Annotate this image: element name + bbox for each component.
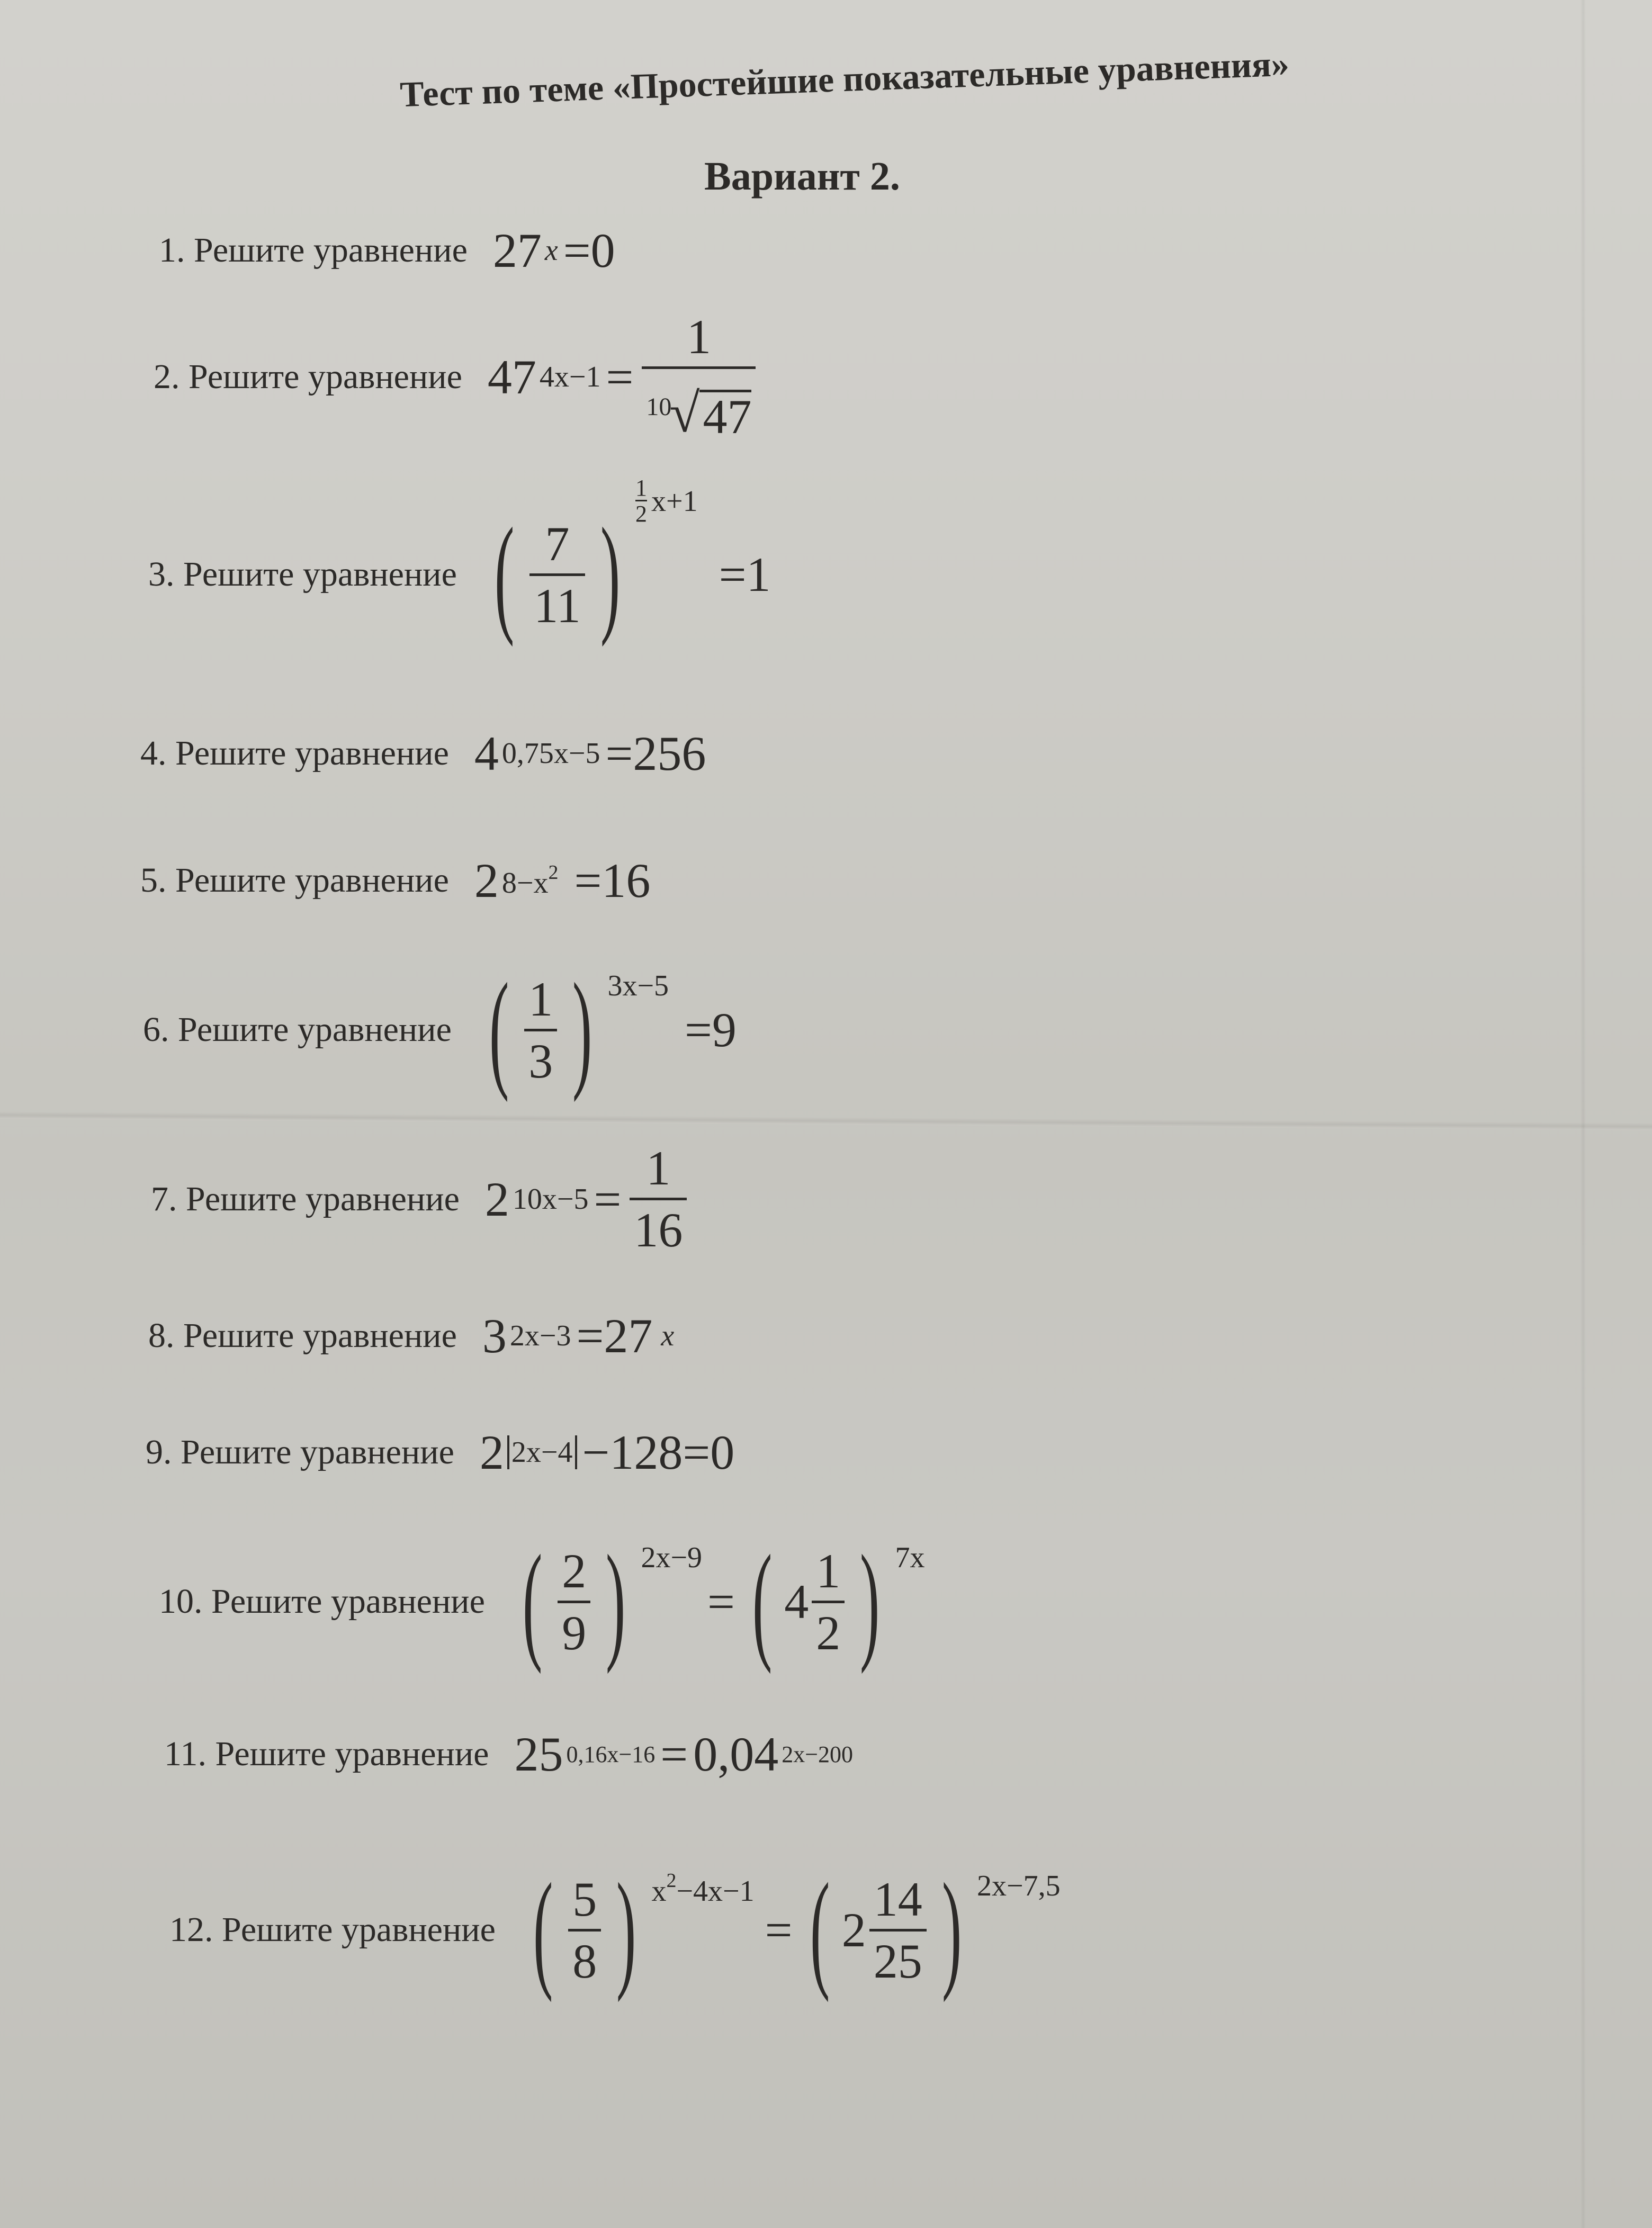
task-3 <box>148 475 776 648</box>
numerator: 14 <box>873 1872 922 1926</box>
task-label: 2. Решите уравнение <box>154 357 462 396</box>
left-paren-icon: ( <box>489 956 509 1103</box>
equation <box>480 1424 740 1480</box>
base: 25 <box>514 1727 563 1781</box>
exponent <box>635 477 698 526</box>
parenthesized-base <box>482 475 698 648</box>
exponent-square: 2 <box>548 861 559 884</box>
page-title: Тест по теме «Простейшие показательные уравнения» <box>399 43 1290 115</box>
exponent: 0,75x−5 <box>501 737 600 770</box>
task-label: 9. Решите уравнение <box>146 1433 454 1471</box>
radicand: 47 <box>699 390 751 441</box>
parenthesized-base <box>510 1528 703 1675</box>
denominator: 9 <box>558 1601 590 1657</box>
rhs-exponent: x <box>661 1319 675 1352</box>
base: 0,04 <box>693 1727 779 1781</box>
equation <box>474 725 711 781</box>
base: 3 <box>482 1309 507 1363</box>
equation <box>514 1726 853 1782</box>
root-index: 10 <box>646 393 672 421</box>
exponent-square: 2 <box>666 1870 677 1892</box>
task-8 <box>148 1308 674 1364</box>
parenthesized-base <box>477 956 669 1103</box>
exponent: 4x−1 <box>539 360 601 393</box>
task-12 <box>169 1856 1061 2003</box>
numerator: 1 <box>528 972 553 1026</box>
radical-sign-icon: √ <box>669 383 700 444</box>
equation <box>477 956 742 1103</box>
equation <box>493 222 621 278</box>
equals-sign: = <box>594 1172 622 1226</box>
base: 2 <box>479 1425 504 1479</box>
exponent: 10x−5 <box>512 1182 589 1216</box>
task-label: 11. Решите уравнение <box>164 1735 489 1773</box>
exponent-var: x <box>651 1875 667 1908</box>
task-label: 12. Решите уравнение <box>169 1910 496 1949</box>
right-paren-icon: ) <box>606 1528 626 1675</box>
parenthesized-base <box>521 1856 755 2003</box>
exponent-rest: x+1 <box>651 484 698 518</box>
task-6 <box>143 956 742 1103</box>
parenthesized-rhs <box>740 1528 925 1675</box>
rhs: =16 <box>574 854 651 908</box>
task-label: 3. Решите уравнение <box>148 555 457 594</box>
denominator: 8 <box>568 1929 601 1986</box>
rhs: =256 <box>605 726 706 780</box>
equals-sign: = <box>606 349 634 404</box>
denominator <box>642 366 756 444</box>
denominator: 2 <box>635 501 648 527</box>
equation <box>487 310 759 444</box>
base: 2 <box>474 854 499 908</box>
denominator: 11 <box>529 573 585 630</box>
task-label: 4. Решите уравнение <box>140 734 449 772</box>
root <box>646 383 752 444</box>
equation <box>482 1308 674 1364</box>
denominator: 25 <box>869 1929 927 1986</box>
task-4 <box>140 725 711 781</box>
denominator: 3 <box>524 1029 557 1085</box>
fraction <box>642 310 756 444</box>
whole-part: 4 <box>784 1575 809 1629</box>
exponent: 7x <box>895 1541 925 1574</box>
exponent-text: 8−x <box>501 867 549 900</box>
fraction <box>558 1543 590 1660</box>
right-paren-icon: ) <box>572 956 592 1103</box>
exponent <box>502 861 559 900</box>
equation <box>484 1141 690 1257</box>
numerator: 1 <box>646 1141 671 1195</box>
fraction <box>869 1872 927 1988</box>
task-10 <box>159 1528 925 1675</box>
task-2 <box>154 310 759 444</box>
task-1 <box>159 222 621 278</box>
left-paren-icon: ( <box>494 501 515 648</box>
task-label: 10. Решите уравнение <box>159 1582 485 1621</box>
task-7 <box>151 1141 690 1257</box>
exponent: 0,16x−16 <box>566 1741 656 1767</box>
task-5 <box>140 852 656 909</box>
left-paren-icon: ( <box>533 1856 553 2003</box>
variant-heading: Вариант 2. <box>704 154 900 199</box>
fraction <box>630 1141 687 1257</box>
paper-fold-vertical <box>1581 0 1586 2228</box>
task-label: 5. Решите уравнение <box>140 861 449 900</box>
numerator: 1 <box>635 475 648 501</box>
fraction <box>812 1543 845 1660</box>
task-label: 1. Решите уравнение <box>159 231 468 269</box>
exponent: 2x−4 <box>507 1435 577 1469</box>
fraction <box>529 516 585 633</box>
numerator: 2 <box>562 1543 587 1598</box>
numerator: 7 <box>545 516 570 571</box>
right-paren-icon: ) <box>600 501 621 648</box>
exponent: 2x−200 <box>782 1741 854 1767</box>
exponent <box>651 1869 754 1908</box>
equation <box>474 852 656 909</box>
task-label: 7. Решите уравнение <box>151 1179 460 1218</box>
base: 4 <box>474 726 499 780</box>
right-paren-icon: ) <box>616 1856 636 2003</box>
equation <box>482 475 776 648</box>
equation <box>510 1528 925 1675</box>
exponent-fraction <box>635 477 647 526</box>
numerator: 1 <box>686 310 711 364</box>
exponent: 2x−9 <box>641 1541 703 1574</box>
fraction <box>568 1872 601 1988</box>
denominator: 16 <box>630 1198 687 1254</box>
equals-sign: = <box>660 1727 688 1781</box>
exponent-rest: −4x−1 <box>676 1875 755 1908</box>
base: 27 <box>492 223 542 277</box>
left-paren-icon: ( <box>810 1856 830 2003</box>
fraction <box>524 972 557 1088</box>
task-label: 8. Решите уравнение <box>148 1316 457 1355</box>
rhs: −128=0 <box>582 1425 735 1479</box>
numerator: 1 <box>816 1543 841 1598</box>
equals-sign: = <box>707 1575 735 1629</box>
task-11 <box>164 1726 853 1782</box>
exponent: 3x−5 <box>607 969 669 1002</box>
rhs: =27 <box>576 1309 653 1363</box>
task-label: 6. Решите уравнение <box>143 1010 452 1049</box>
exponent: x <box>544 234 558 267</box>
base: 2 <box>484 1172 509 1226</box>
equals-sign: = <box>765 1903 793 1957</box>
rhs: =1 <box>719 547 771 601</box>
right-paren-icon: ) <box>941 1856 962 2003</box>
exponent: 2x−7,5 <box>977 1870 1061 1902</box>
rhs: =9 <box>685 1003 737 1057</box>
task-9 <box>146 1424 740 1480</box>
parenthesized-rhs <box>798 1856 1061 2003</box>
equation <box>521 1856 1061 2003</box>
rhs: =0 <box>563 223 615 277</box>
denominator: 2 <box>812 1601 845 1657</box>
whole-part: 2 <box>841 1903 866 1957</box>
base: 47 <box>487 349 536 404</box>
exponent: 2x−3 <box>509 1319 571 1352</box>
left-paren-icon: ( <box>752 1528 773 1675</box>
left-paren-icon: ( <box>522 1528 543 1675</box>
numerator: 5 <box>572 1872 597 1926</box>
right-paren-icon: ) <box>860 1528 880 1675</box>
